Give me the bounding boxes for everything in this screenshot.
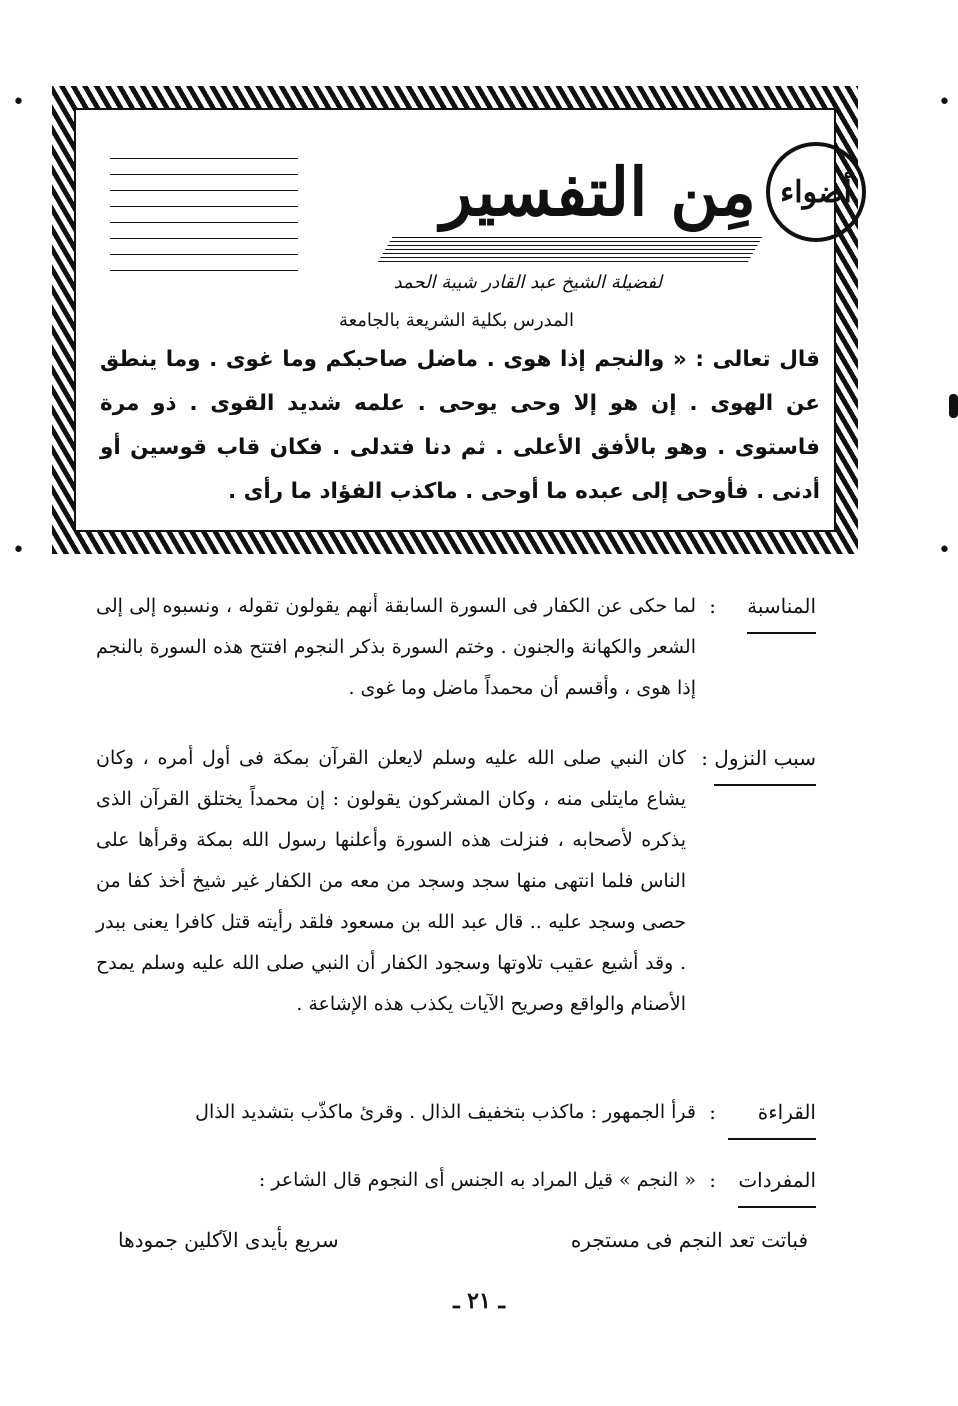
section-colon: : xyxy=(701,746,708,770)
section-label: المناسبة xyxy=(716,586,816,634)
page-title: مِن التفسير xyxy=(440,153,756,231)
section-label: القراءة xyxy=(716,1092,816,1140)
author-position: المدرس بكلية الشريعة بالجامعة xyxy=(338,310,574,331)
section-text: لما حكى عن الكفار فى السورة السابقة أنهم يقولون تقوله ، ونسبوه إلى إلى الشعر والكهانة والجنون . وختم السورة بذكر النجوم افتتح هذه السورة بالنجم إذا هوى ، وأقسم أن محمداً ماضل وما غوى . xyxy=(96,595,696,699)
section-mufradat xyxy=(96,1160,816,1210)
section-text: « النجم » قيل المراد به الجنس أى النجوم قال الشاعر : xyxy=(258,1169,696,1191)
section-text: كان النبي صلى الله عليه وسلم لايعلن القرآن بمكة فى أول أمره ، وكان يشاع مايتلى منه ، وكان المشركون يقولون : إن محمداً يختلق القرآن الذى يذكره لأصحابه ، فنزلت هذه السورة وأعلنها رسول الله بمكة وقرأها على الناس فلما انتهى منها سجد وسجد من معه من الكفار غير شيخ أخذ كفا من حصى وسجد عليه .. قال عبد الله بن مسعود فلقد رأيته قتل كافرا يعنى ببدر . وقد أشيع عقيب تلاوتها وسجود الكفار أن النبي صلى الله عليه وسلم يمدح الأصنام والواقع وصريح الآيات يكذب هذه الإشاعة . xyxy=(96,747,686,1015)
title-block xyxy=(366,142,866,282)
poem-first-hemistich: فباتت تعد النجم فى مستجره xyxy=(570,1228,808,1252)
section-sabab-nuzul xyxy=(96,738,816,1078)
author-line: لفضيلة الشيخ عبد القادر شيبة الحمد xyxy=(393,272,662,293)
section-qiraa xyxy=(96,1092,816,1142)
frame-bullet-icon: • xyxy=(12,538,25,563)
section-colon: : xyxy=(709,594,716,618)
title-circle-badge: أضواء xyxy=(766,142,866,242)
quran-verse: قال تعالى : « والنجم إذا هوى . ماضل صاحبكم وما غوى . وما ينطق عن الهوى . إن هو إلا وحى يوحى . علمه شديد القوى . ذو مرة فاستوى . وهو بالأفق الأعلى . ثم دنا فتدلى . فكان قاب قوسين أو أدنى . فأوحى إلى عبده ما أوحى . ماكذب الفؤاد ما رأى . xyxy=(100,347,820,504)
poem-second-hemistich: سريع بأيدى الآكلين جمودها xyxy=(118,1228,339,1252)
frame-bullet-icon: • xyxy=(12,90,25,115)
decorative-ruled-lines xyxy=(110,158,298,286)
section-colon: : xyxy=(709,1100,716,1124)
section-text: قرأ الجمهور : ماكذب بتخفيف الذال . وقرئ ماكذّب بتشديد الذال xyxy=(195,1101,696,1123)
frame-bullet-icon: • xyxy=(938,538,951,563)
title-hatched-rule xyxy=(378,234,764,262)
scan-edge-mark xyxy=(949,394,958,418)
section-munasaba xyxy=(96,586,816,716)
section-label: سبب النزول xyxy=(716,738,816,786)
section-label: المفردات xyxy=(716,1160,816,1208)
frame-bullet-icon: • xyxy=(938,90,951,115)
page-number: ـ ٢١ ـ xyxy=(453,1288,505,1314)
section-colon: : xyxy=(709,1168,716,1192)
